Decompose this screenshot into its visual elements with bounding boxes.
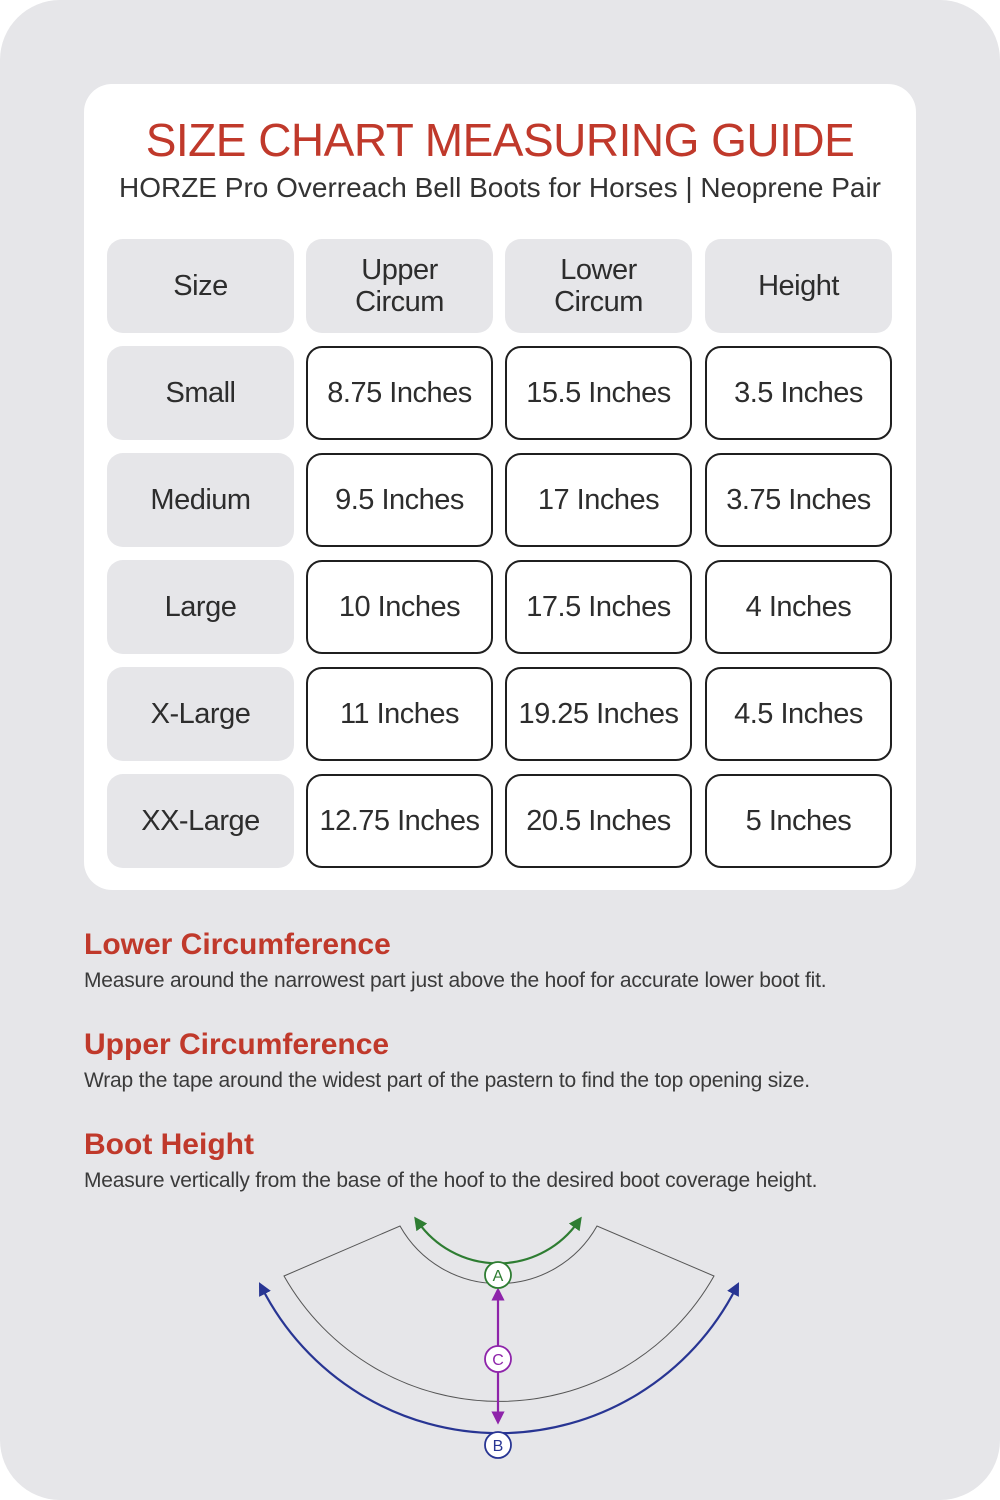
label-c-badge	[485, 1346, 511, 1372]
label-b-badge	[485, 1432, 511, 1458]
row-x-large-lower: 19.25 Inches	[505, 667, 692, 761]
header-lower-circum	[505, 239, 692, 333]
label-a: A	[492, 1268, 504, 1285]
row-small-lower: 15.5 Inches	[505, 346, 692, 440]
row-medium-height: 3.75 Inches	[705, 453, 892, 547]
row-small-height: 3.5 Inches	[705, 346, 892, 440]
label-b: B	[492, 1438, 504, 1455]
row-large-height: 4 Inches	[705, 560, 892, 654]
row-xx-large-height: 5 Inches	[705, 774, 892, 868]
lower-circumference-text: Measure around the narrowest part just above the hoof for accurate lower boot fit.	[84, 969, 827, 992]
row-small-upper: 8.75 Inches	[306, 346, 493, 440]
row-large-upper: 10 Inches	[306, 560, 493, 654]
row-x-large-upper: 11 Inches	[306, 667, 493, 761]
bell-boot-diagram	[0, 1200, 1000, 1500]
upper-circumference-heading: Upper Circumference	[84, 1028, 390, 1061]
page-title: SIZE CHART MEASURING GUIDE	[145, 114, 855, 166]
boot-height-text: Measure vertically from the base of the hoof to the desired boot coverage height.	[84, 1169, 818, 1192]
row-x-large-size: X-Large	[107, 667, 294, 761]
page-subtitle: HORZE Pro Overreach Bell Boots for Horses | Neoprene Pair	[118, 172, 881, 203]
lower-circumference-heading: Lower Circumference	[84, 928, 391, 961]
row-xx-large-size: XX-Large	[107, 774, 294, 868]
upper-circumference-arc	[418, 1222, 578, 1263]
row-small-size: Small	[107, 346, 294, 440]
row-xx-large-upper: 12.75 Inches	[306, 774, 493, 868]
header-size: Size	[107, 239, 294, 333]
row-medium-size: Medium	[107, 453, 294, 547]
row-large-lower: 17.5 Inches	[505, 560, 692, 654]
upper-circumference-text: Wrap the tape around the widest part of the pastern to find the top opening size.	[84, 1069, 810, 1092]
row-medium-upper: 9.5 Inches	[306, 453, 493, 547]
row-large-size: Large	[107, 560, 294, 654]
label-c: C	[492, 1352, 504, 1369]
header-lower-circum-label: Lower Circum	[554, 254, 643, 318]
header-height: Height	[705, 239, 892, 333]
row-medium-lower: 17 Inches	[505, 453, 692, 547]
header-upper-circum-label: Upper Circum	[355, 254, 444, 318]
row-xx-large-lower: 20.5 Inches	[505, 774, 692, 868]
row-x-large-height: 4.5 Inches	[705, 667, 892, 761]
label-a-badge	[485, 1262, 511, 1288]
header-upper-circum	[306, 239, 493, 333]
boot-height-heading: Boot Height	[84, 1128, 254, 1161]
